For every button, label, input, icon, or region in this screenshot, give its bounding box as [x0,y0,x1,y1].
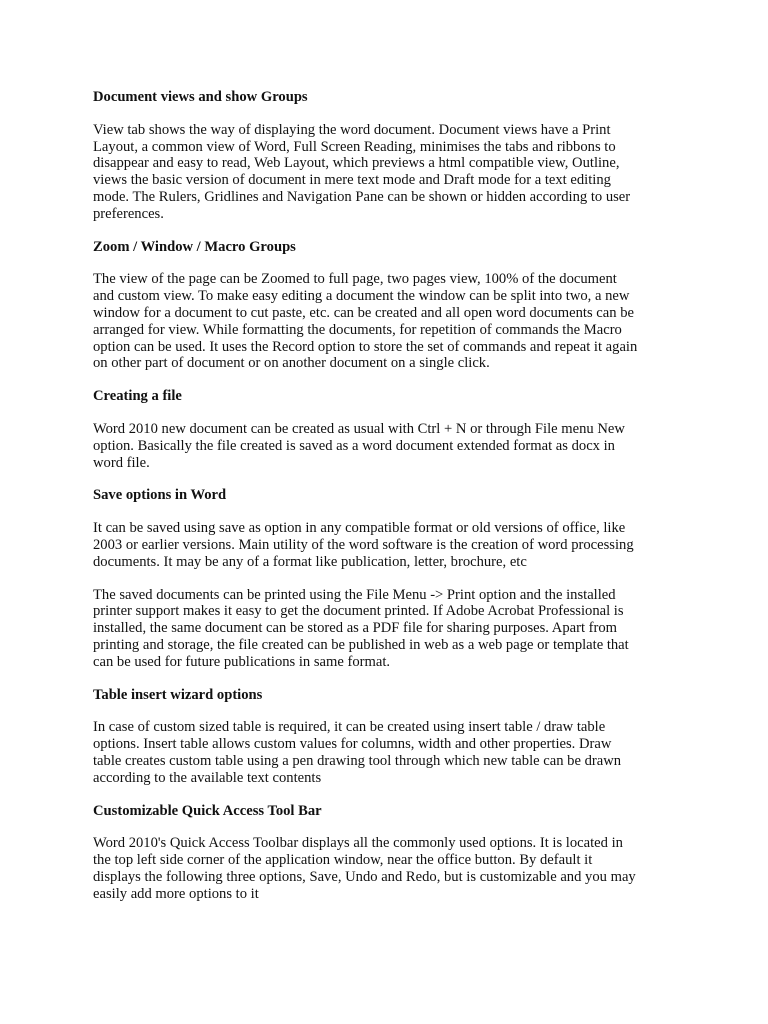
text-line: Word 2010 new document can be created as usual with Ctrl + N or through File menu New [93,420,625,437]
text-line: printing and storage, the file created can be published in web as a web page or template that [93,636,629,653]
text-line: options. Insert table allows custom values for columns, width and other properties. Draw [93,736,612,753]
text-line: word file. [93,454,150,471]
text-line: option. Basically the file created is saved as a word document extended format as docx in [93,437,615,454]
text-line: disappear and easy to read, Web Layout, which previews a html compatible view, Outline, [93,155,620,172]
text-line: views the basic version of document in mere text mode and Draft mode for a text editing [93,172,611,189]
text-line: In case of custom sized table is required, it can be created using insert table / draw table [93,719,606,736]
paragraph [93,835,683,902]
text-line: displays the following three options, Save, Undo and Redo, but is customizable and you may [93,868,636,885]
paragraph [93,719,683,786]
paragraph [93,587,683,671]
text-line: documents. It may be any of a format like publication, letter, brochure, etc [93,553,527,570]
text-line: The view of the page can be Zoomed to full page, two pages view, 100% of the document [93,271,617,288]
section-heading: Save options in Word [93,487,227,504]
section-heading: Document views and show Groups [93,89,308,105]
section-heading: Table insert wizard options [93,686,263,703]
text-line: mode. The Rulers, Gridlines and Navigation Pane can be shown or hidden according to user [93,188,631,205]
text-line: and custom view. To make easy editing a document the window can be split into two, a new [93,288,630,305]
paragraph [93,122,683,223]
section-heading: Customizable Quick Access Tool Bar [93,802,322,819]
text-line: on other part of document or on another document on a single click. [93,355,490,372]
text-line: printer support makes it easy to get the document printed. If Adobe Acrobat Professional is [93,603,624,620]
paragraph [93,520,683,570]
text-line: It can be saved using save as option in any compatible format or old versions of office, like [93,520,626,537]
text-line: preferences. [93,205,164,222]
document-page [93,89,683,918]
text-line: can be used for future publications in same format. [93,653,391,670]
section-heading: Zoom / Window / Macro Groups [93,238,296,255]
text-line: the top left side corner of the application window, near the office button. By default it [93,852,593,869]
section-heading: Creating a file [93,388,182,405]
text-line: Layout, a common view of Word, Full Screen Reading, minimises the tabs and ribbons to [93,138,616,155]
text-line: according to the available text contents [93,769,322,786]
text-line: table creates custom table using a pen drawing tool through which new table can be drawn [93,752,622,769]
paragraph [93,271,683,372]
text-line: window for a document to cut paste, etc. can be created and all open word documents can be [93,304,634,321]
text-line: arranged for view. While formatting the documents, for repetition of commands the Macro [93,321,622,338]
paragraph [93,421,683,471]
text-line: The saved documents can be printed using the File Menu -> Print option and the installed [93,586,616,603]
text-line: installed, the same document can be stored as a PDF file for sharing purposes. Apart from [93,620,618,637]
text-line: easily add more options to it [93,885,259,902]
text-line: 2003 or earlier versions. Main utility of the word software is the creation of word processing [93,536,634,553]
text-line: Word 2010's Quick Access Toolbar displays all the commonly used options. It is located in [93,835,623,852]
text-line: option can be used. It uses the Record option to store the set of commands and repeat it again [93,338,638,355]
text-line: View tab shows the way of displaying the word document. Document views have a Print [93,121,611,138]
